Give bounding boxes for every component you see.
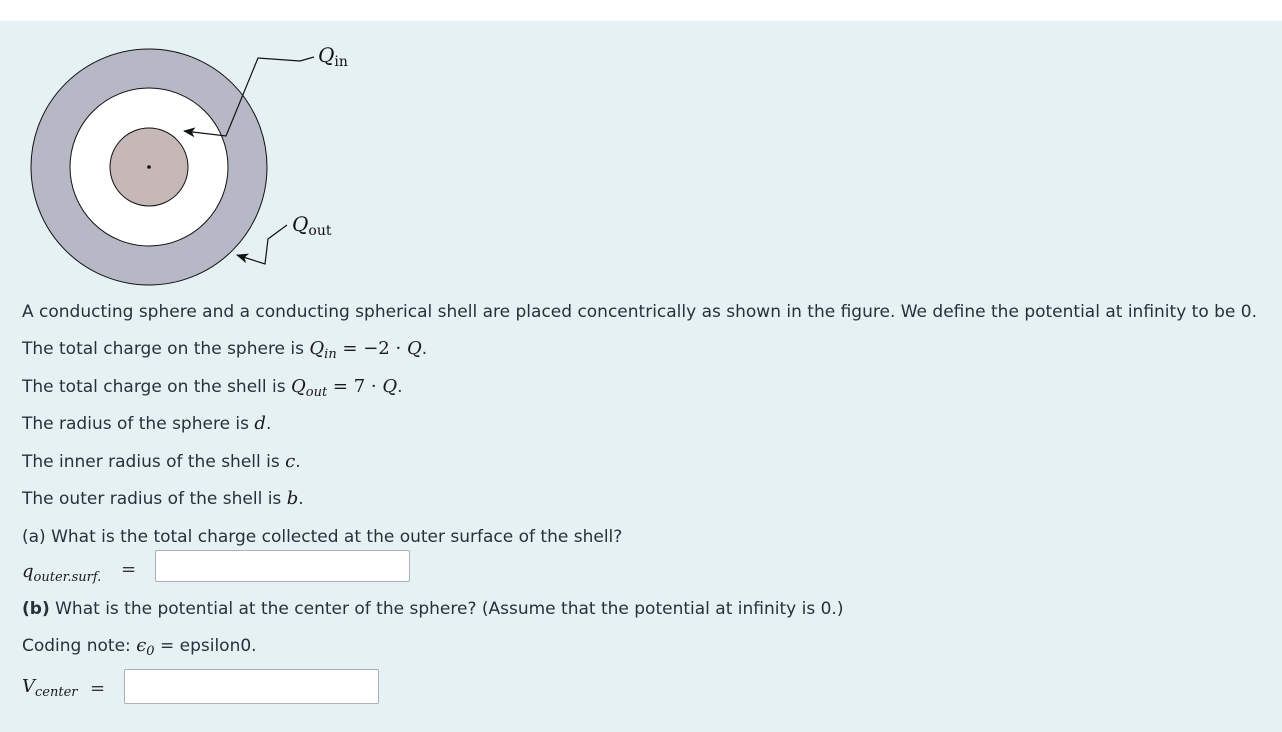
part-b-question: (b) What is the potential at the center of the sphere? (Assume that the potential at infinity is 0.) (22, 599, 844, 619)
center-potential-input[interactable] (124, 669, 379, 704)
part-a-equals: = (121, 559, 137, 580)
center-dot (147, 165, 151, 169)
outer-radius-line: The outer radius of the shell is b. (22, 488, 304, 509)
part-a-variable: $q_{outer.surf.}$ (22, 561, 102, 585)
shell-charge-line: The total charge on the shell is $Q_{out} = 7 \cdot Q$. (22, 376, 403, 400)
q-in-label: $Q_{in}$ (318, 43, 348, 70)
part-b-variable: $V_{center}$ (22, 676, 78, 700)
coding-note: Coding note: $\epsilon_0$ = epsilon0. (22, 635, 257, 659)
q-in-symbol: $Q_{in} = -2 \cdot Q$ (309, 338, 422, 362)
part-a-question: (a) What is the total charge collected at the outer surface of the shell? (22, 527, 623, 547)
sphere-shell-figure (0, 0, 420, 300)
part-b-equals: = (90, 678, 106, 699)
outer-surface-charge-input[interactable] (155, 550, 410, 582)
inner-radius-line: The inner radius of the shell is c. (22, 451, 301, 472)
sphere-charge-line: The total charge on the sphere is $Q_{in} = -2 \cdot Q$. (22, 338, 428, 362)
q-out-label: $Q_{out}$ (292, 212, 332, 239)
q-out-symbol: $Q_{out} = 7 \cdot Q$ (291, 376, 398, 400)
problem-intro: A conducting sphere and a conducting spherical shell are placed concentrically as shown in the figure. We define the potential at infinity to be 0. (22, 302, 1258, 322)
sphere-radius-line: The radius of the sphere is d. (22, 413, 272, 434)
